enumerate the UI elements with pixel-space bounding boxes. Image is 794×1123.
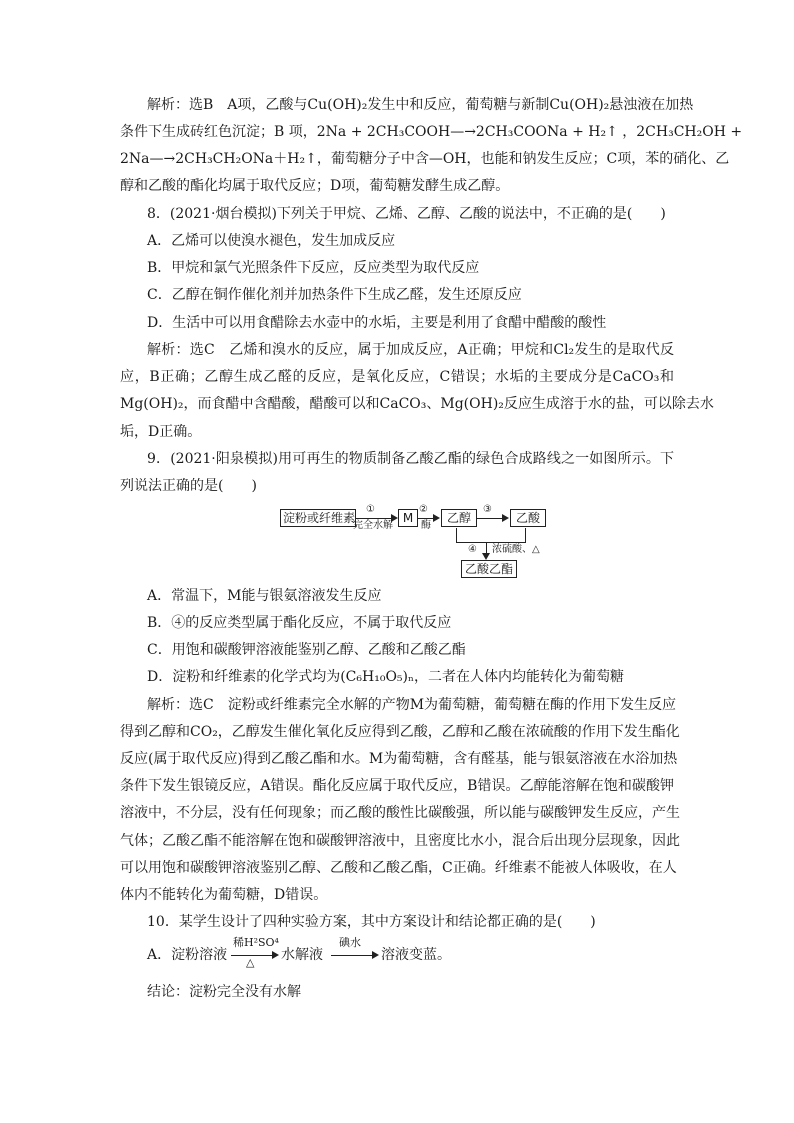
q10-option-a-prefix: A．淀粉溶液 — [147, 947, 228, 963]
q9-stem-line-2: 列说法正确的是( ) — [120, 478, 257, 494]
q9-analysis-line-2: 得到乙醇和CO₂，乙醇发生催化氧化反应得到乙酸，乙醇和乙酸在浓硫酸的作用下发生酯化 — [120, 724, 680, 740]
q8-analysis-line-1: 解析：选C 乙烯和溴水的反应，属于加成反应，A正确；甲烷和Cl₂发生的是取代反 — [147, 342, 674, 358]
node-ethanol: 乙醇 — [441, 509, 477, 527]
q10-reagent-2: 碘水 — [339, 936, 361, 949]
q10-reagent-1: 稀H²SO⁴ — [233, 936, 279, 949]
step-2-number: ② — [419, 504, 428, 515]
step-1-condition: 完全水解 — [353, 520, 393, 531]
q7-analysis-line-3: 2Na—→2CH₃CH₂ONa＋H₂↑，葡萄糖分子中含—OH，也能和钠发生反应；C项，苯的硝化、乙 — [120, 151, 730, 167]
step-1-number: ① — [366, 504, 375, 515]
node-acetic-acid: 乙酸 — [510, 509, 546, 527]
q9-option-c: C．用饱和碳酸钾溶液能鉴别乙醇、乙酸和乙酸乙酯 — [147, 642, 466, 658]
arrow-2-line — [417, 518, 434, 519]
q9-stem-line-1: 9．(2021·阳泉模拟)用可再生的物质制备乙酸乙酯的绿色合成路线之一如图所示。下 — [147, 451, 674, 467]
q9-option-a: A．常温下，M能与银氨溶液发生反应 — [147, 588, 382, 604]
node-starch: 淀粉或纤维素 — [280, 509, 356, 527]
q8-option-b: B．甲烷和氯气光照条件下反应，反应类型为取代反应 — [147, 260, 480, 276]
q8-analysis-line-4: 垢，D正确。 — [120, 424, 202, 440]
q9-analysis-line-7: 可以用饱和碳酸钾溶液鉴别乙醇、乙酸和乙酸乙酯，C正确。纤维素不能被人体吸收，在人 — [120, 860, 677, 876]
connector-horizontal — [456, 542, 526, 543]
q9-analysis-line-1: 解析：选C 淀粉或纤维素完全水解的产物M为葡萄糖，葡萄糖在酶的作用下发生反应 — [147, 697, 677, 713]
step-2-condition: 酶 — [421, 520, 431, 531]
q9-analysis-line-3: 反应(属于取代反应)得到乙酸乙酯和水。M为葡萄糖，含有醛基，能与银氨溶液在水浴加热 — [120, 751, 678, 767]
arrow-1-line — [355, 518, 392, 519]
step-3-number: ③ — [483, 504, 492, 515]
node-ethyl-acetate: 乙酸乙酯 — [461, 560, 517, 578]
arrow-3-head-icon — [502, 514, 509, 522]
q10-conclusion: 结论：淀粉完全没有水解 — [147, 984, 301, 1000]
node-m: M — [398, 509, 418, 527]
q9-analysis-line-4: 条件下发生银镜反应，A错误。酯化反应属于取代反应，B错误。乙醇能溶解在饱和碳酸钾 — [120, 778, 674, 794]
q9-option-b: B．④的反应类型属于酯化反应，不属于取代反应 — [147, 615, 452, 631]
q7-analysis-line-1: 解析：选B A项，乙酸与Cu(OH)₂发生中和反应，葡萄糖与新制Cu(OH)₂悬浊液在加热 — [147, 97, 694, 113]
q8-stem: 8．(2021·烟台模拟)下列关于甲烷、乙烯、乙醇、乙酸的说法中，不正确的是( ) — [147, 206, 666, 222]
q9-option-d: D．淀粉和纤维素的化学式均为(C₆H₁₀O₅)ₙ，二者在人体内均能转化为葡萄糖 — [147, 669, 625, 685]
q9-analysis-line-6: 气体；乙酸乙酯不能溶解在饱和碳酸钾溶液中，且密度比水小，混合后出现分层现象，因此 — [120, 833, 680, 849]
step-4-number: ④ — [468, 544, 477, 555]
q7-analysis-line-4: 醇和乙酸的酯化均属于取代反应；D项，葡萄糖发酵生成乙醇。 — [120, 178, 510, 194]
arrow-4-head-icon — [482, 553, 490, 560]
q10-arrow-2-head-icon — [372, 951, 379, 959]
connector-acid-down — [525, 528, 526, 542]
connector-ethanol-down — [456, 528, 457, 542]
q9-analysis-line-5: 溶液中，不分层，没有任何现象；而乙酸的酸性比碳酸强，所以能与碳酸钾发生反应，产生 — [120, 805, 680, 821]
q10-heat-condition: △ — [246, 956, 255, 969]
q8-option-c: C．乙醇在铜作催化剂并加热条件下生成乙醛，发生还原反应 — [147, 287, 522, 303]
arrow-2-head-icon — [433, 514, 440, 522]
q10-option-a-middle: 水解液 — [281, 947, 323, 963]
q9-analysis-line-8: 体内不能转化为葡萄糖，D错误。 — [120, 887, 328, 903]
q7-analysis-line-2: 条件下生成砖红色沉淀；B 项，2Na + 2CH₃COOH—→2CH₃COONa + H₂↑ ，2CH₃CH₂OH + — [120, 124, 743, 140]
q8-analysis-line-3: Mg(OH)₂，而食醋中含醋酸，醋酸可以和CaCO₃、Mg(OH)₂反应生成溶于水的盐，可以除去水 — [120, 396, 714, 412]
step-4-condition: 浓硫酸、△ — [492, 544, 540, 555]
q8-option-d: D．生活中可以用食醋除去水壶中的水垢，主要是利用了食醋中醋酸的酸性 — [147, 315, 607, 331]
q10-option-a-suffix: 溶液变蓝。 — [381, 947, 451, 963]
q8-analysis-line-2: 应，B正确；乙醇生成乙醛的反应，是氧化反应，C错误；水垢的主要成分是CaCO₃和 — [120, 369, 674, 385]
q10-arrow-2-line — [331, 955, 373, 956]
q10-stem: 10．某学生设计了四种实验方案，其中方案设计和结论都正确的是( ) — [147, 914, 596, 930]
synthesis-route-diagram — [280, 505, 550, 577]
q10-arrow-1-head-icon — [272, 951, 279, 959]
arrow-3-line — [476, 518, 503, 519]
q8-option-a: A．乙烯可以使溴水褪色，发生加成反应 — [147, 233, 396, 249]
